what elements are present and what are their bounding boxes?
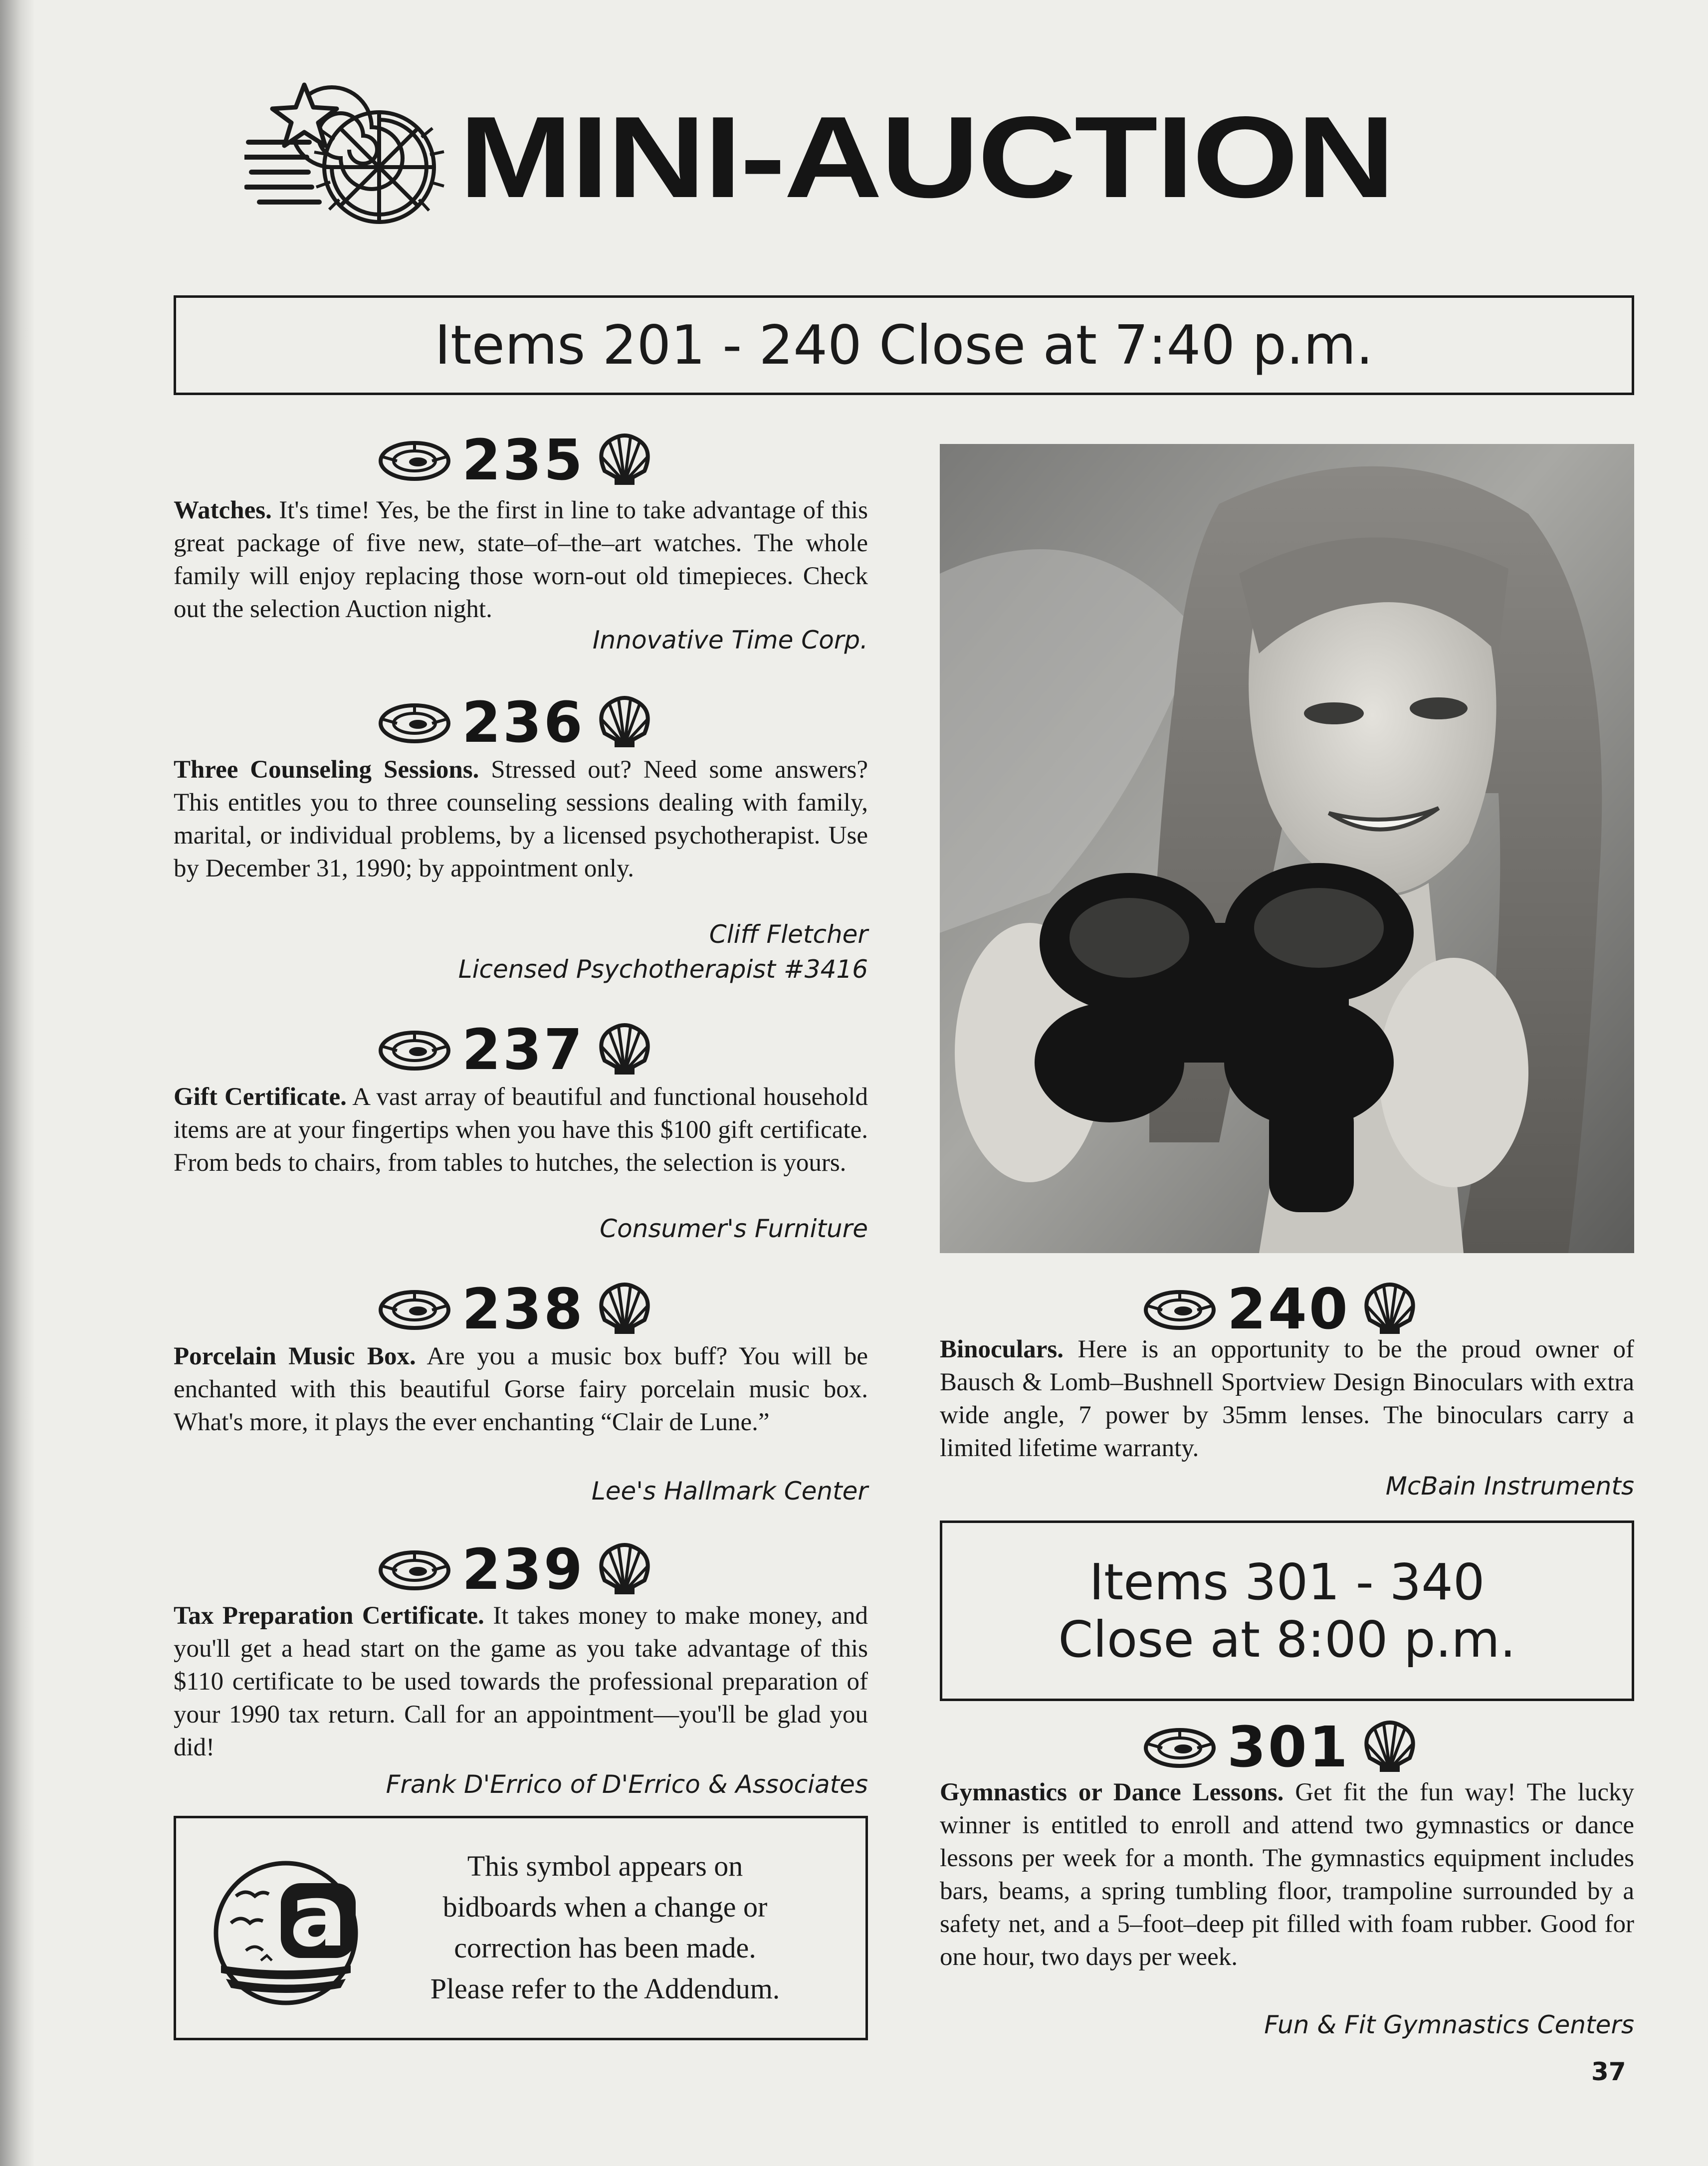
scallop-shell-icon <box>595 1022 654 1079</box>
item-text: Get fit the fun way! The lucky winner is entitled to enroll and attend two gymnastics or dance lessons per week for a month. The gymnastics equipment includes bars, beams, a spring tumbling floor, trampoline surrounded by a safety net, and a 5–foot–deep pit filled with foam rubber. Good for one hour, two days per week. <box>940 1778 1634 1971</box>
addendum-symbol-icon <box>206 1848 366 2008</box>
scallop-shell-icon <box>1360 1719 1420 1776</box>
notice-line: This symbol appears on <box>467 1850 743 1882</box>
item-lead: Three Counseling Sessions. <box>174 756 479 784</box>
item-lead: Tax Preparation Certificate. <box>174 1602 484 1630</box>
item-number: 235 <box>462 428 585 493</box>
item-235-header <box>377 428 654 493</box>
item-text: Are you a music box buff? You will be enchanted with this beautiful Gorse fairy porcelain music box. What's more, it plays the ever enchanting “Clair de Lune.” <box>174 1342 868 1436</box>
clam-shell-icon <box>377 699 452 747</box>
item-number: 237 <box>462 1018 585 1083</box>
item-239-donor: Frank D'Errico of D'Errico & Associates <box>386 1770 868 1799</box>
item-number: 238 <box>462 1277 585 1342</box>
item-235-donor: Innovative Time Corp. <box>592 626 868 654</box>
svg-text:a: a <box>289 1867 347 1966</box>
clam-shell-icon <box>377 1027 452 1074</box>
clam-shell-icon <box>1142 1286 1217 1333</box>
item-text: It's time! Yes, be the first in line to take advantage of this great package of five new, state–of–the–art watches. The whole family will enjoy replacing those worn-out old timepieces. Check out the selection Auction night. <box>174 496 868 623</box>
item-lead: Binoculars. <box>940 1335 1064 1363</box>
item-number: 301 <box>1227 1715 1350 1780</box>
closing-time-banner-301 <box>940 1520 1634 1701</box>
scallop-shell-icon <box>1360 1281 1420 1338</box>
item-number: 240 <box>1227 1277 1350 1342</box>
scallop-shell-icon <box>595 694 654 752</box>
item-text: It takes money to make money, and you'll get a head start on the game as you take advantage of this $110 certificate to be used towards the professional preparation of your 1990 tax return. Call for an appointment—you'll be glad you did! <box>174 1602 868 1761</box>
addendum-notice-text <box>366 1846 845 2009</box>
clam-shell-icon <box>377 437 452 484</box>
masthead <box>244 80 1551 229</box>
item-235-description <box>174 494 868 626</box>
notice-line: correction has been made. <box>454 1932 756 1964</box>
item-236-description <box>174 753 868 885</box>
item-text: Stressed out? Need some answers? This entitles you to three counseling sessions dealing with family, marital, or individual problems, by a licensed psychotherapist. Use by December 31, 1990; by appointment only. <box>174 756 868 882</box>
item-text: Here is an opportunity to be the proud owner of Bausch & Lomb–Bushnell Sportview Design Binoculars with extra wide angle, 7 power by 35mm lenses. The binoculars carry a limited lifetime warranty. <box>940 1335 1634 1462</box>
item-lead: Gymnastics or Dance Lessons. <box>940 1778 1284 1806</box>
item-lead: Gift Certificate. <box>174 1083 347 1111</box>
clam-shell-icon <box>377 1546 452 1594</box>
scallop-shell-icon <box>595 1541 654 1599</box>
item-lead: Watches. <box>174 496 272 524</box>
item-240-donor: McBain Instruments <box>1385 1472 1634 1501</box>
page-title: MINI-AUCTION <box>459 93 1394 222</box>
item-238-header <box>377 1277 654 1342</box>
notice-line: Please refer to the Addendum. <box>430 1972 780 2005</box>
scallop-shell-icon <box>595 1281 654 1338</box>
item-237-donor: Consumer's Furniture <box>600 1214 868 1243</box>
item-237-description <box>174 1081 868 1179</box>
item-301-description <box>940 1776 1634 1973</box>
closing-time: Close at 8:00 p.m. <box>1058 1610 1516 1669</box>
notice-line: bidboards when a change or <box>442 1891 768 1923</box>
item-237-header <box>377 1018 654 1083</box>
item-text: A vast array of beautiful and functional household items are at your fingertips when you have this $100 gift certificate. From beds to chairs, from tables to hutches, the selection is yours. <box>174 1083 868 1177</box>
item-236-donor-title: Licensed Psychotherapist #3416 <box>458 955 868 984</box>
item-number: 239 <box>462 1537 585 1602</box>
page-gutter-shadow <box>0 0 35 2166</box>
clam-shell-icon <box>377 1286 452 1333</box>
item-239-description <box>174 1599 868 1764</box>
item-301-donor: Fun & Fit Gymnastics Centers <box>1264 2010 1634 2039</box>
woman-with-binoculars-photo <box>940 444 1634 1253</box>
item-236-header <box>377 690 654 755</box>
item-number: 236 <box>462 690 585 755</box>
item-lead: Porcelain Music Box. <box>174 1342 416 1370</box>
closing-time-banner: Items 201 - 240 Close at 7:40 p.m. <box>174 295 1634 395</box>
clam-shell-icon <box>1142 1724 1217 1771</box>
page-number: 37 <box>1591 2057 1626 2086</box>
closing-range: Items 301 - 340 <box>1089 1553 1485 1611</box>
item-236-donor-name: Cliff Fletcher <box>709 920 868 949</box>
item-301-header <box>1142 1715 1420 1780</box>
item-240-header <box>1142 1277 1420 1342</box>
item-238-donor: Lee's Hallmark Center <box>591 1477 868 1506</box>
scallop-shell-icon <box>595 432 654 489</box>
item-239-header <box>377 1537 654 1602</box>
seashell-starfish-logo <box>244 80 464 229</box>
addendum-notice <box>174 1816 868 2040</box>
item-240-description <box>940 1333 1634 1465</box>
item-238-description <box>174 1340 868 1439</box>
